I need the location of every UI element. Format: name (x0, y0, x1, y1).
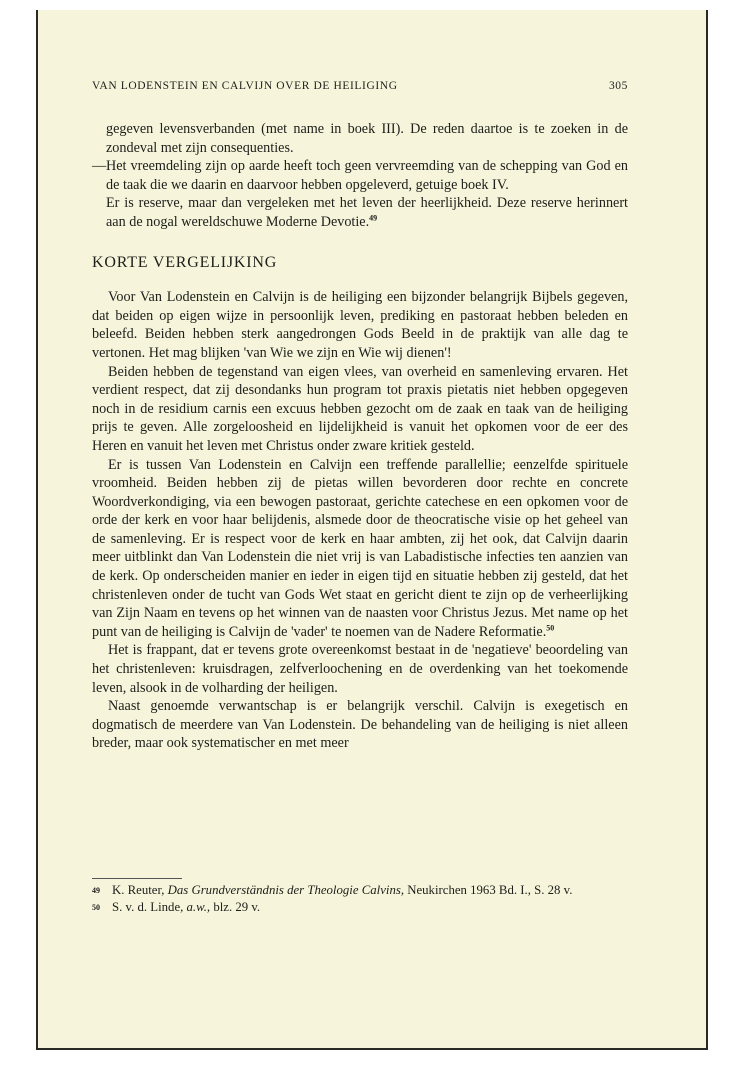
running-header (92, 80, 628, 92)
footnote-number: 49 (92, 886, 100, 895)
page (36, 10, 708, 1050)
footnote-number: 50 (92, 903, 100, 912)
reserve-text: Er is reserve, maar dan vergeleken met het leven der heerlijkheid. Deze reserve herinnert aan de nogal wereldschuwe Moderne Devotie. (106, 195, 628, 230)
paragraph: Beiden hebben de tegenstand van eigen vlees, van overheid en samenleving ervaren. Het verdient respect, dat zij desondanks hun program tot praxis pietatis niet hebben opgegeven noch in de residium carnis een excuus hebben gezocht om de zaak en taak van de heiliging prijs te geven. Alle zorgeloosheid en lijdelijkheid is vanuit het opkomen voor de eer des Heren en vanuit het leven met Christus onder zware kritiek gesteld. (92, 363, 628, 454)
body-text (92, 120, 628, 753)
list-item-text: Het vreemdeling zijn op aarde heeft toch geen vervreemding van de schepping van God en de taak die we daarin en daarvoor hebben opgeleverd, getuige boek IV. (106, 158, 628, 193)
paragraph: Voor Van Lodenstein en Calvijn is de heiliging een bijzonder belangrijk Bijbels gegeven, dat beiden op eigen wijze in persoonlijk leven, prediking en pastoraat hebben beleden en beleefd. Beiden hebben sterk aangedrongen Gods Beeld in de praktijk van alle dag te vertonen. Het mag blijken 'van Wie we zijn en Wie wij dienen'! (92, 289, 628, 361)
footnote-ref-49: 49 (369, 213, 378, 223)
page-number: 305 (608, 80, 628, 92)
paragraph: Naast genoemde verwantschap is er belangrijk verschil. Calvijn is exegetisch en dogmatisch de meerdere van Van Lodenstein. De behandeling van de heiliging is niet alleen breder, maar ook systematischer en met meer (92, 698, 628, 752)
running-title: VAN LODENSTEIN EN CALVIJN OVER DE HEILIGING (92, 80, 398, 92)
dash-marker: — (92, 158, 107, 175)
paragraph: Het is frappant, dat er tevens grote overeenkomst bestaat in de 'negatieve' beoordeling van het christenleven: kruisdragen, zelfverloochening en de overdenking van het toekomende leven, alsook in de volharding der heiligen. (92, 642, 628, 696)
footnotes (92, 882, 612, 916)
footnote-ref-50: 50 (546, 623, 555, 633)
reserve-paragraph (92, 194, 628, 231)
paragraph-text: Er is tussen Van Lodenstein en Calvijn een treffende parallellie; eenzelfde spirituele vroomheid. Beiden hebben zij de pietas willen bevorderen door rechte en concrete Woordverkondiging, via een bewogen pastoraat, gerichte catechese en een opkomen voor de orde der kerk en voor haar belijdenis, alsmede door de theocratische visie op het geheel van de samenleving. Er is respect voor de kerk en haar ambten, zij het ook, dat Calvijn daarin meer uitblinkt dan Van Lodenstein die niet vrij is van Labadistische infecties ten aanzien van de kerk. Op onderscheiden manier en ieder in eigen tijd en situatie hebben zij gesteld, dat het christenleven onder de tucht van Gods Wet staat en gericht dient te zijn op de verheerlijking van Zijn Naam en tevens op het winnen van de naasten voor Christus Jezus. Met name op het punt van de heiliging is Calvijn de 'vader' te noemen van de Nadere Reformatie. (92, 456, 628, 640)
footnote (92, 882, 612, 899)
footnote (92, 899, 612, 916)
continuation-paragraph: gegeven levensverbanden (met name in boek III). De reden daartoe is te zoeken in de zondeval met zijn consequenties. (106, 121, 628, 156)
footnote-rule (92, 878, 182, 879)
footnote-text: K. Reuter, Das Grundverständnis der Theologie Calvins, Neukirchen 1963 Bd. I., S. 28 v. (112, 883, 573, 897)
footnote-text: S. v. d. Linde, a.w., blz. 29 v. (112, 900, 261, 914)
section-title: KORTE VERGELIJKING (92, 253, 278, 271)
paragraph (92, 456, 628, 642)
list-item (92, 157, 628, 194)
